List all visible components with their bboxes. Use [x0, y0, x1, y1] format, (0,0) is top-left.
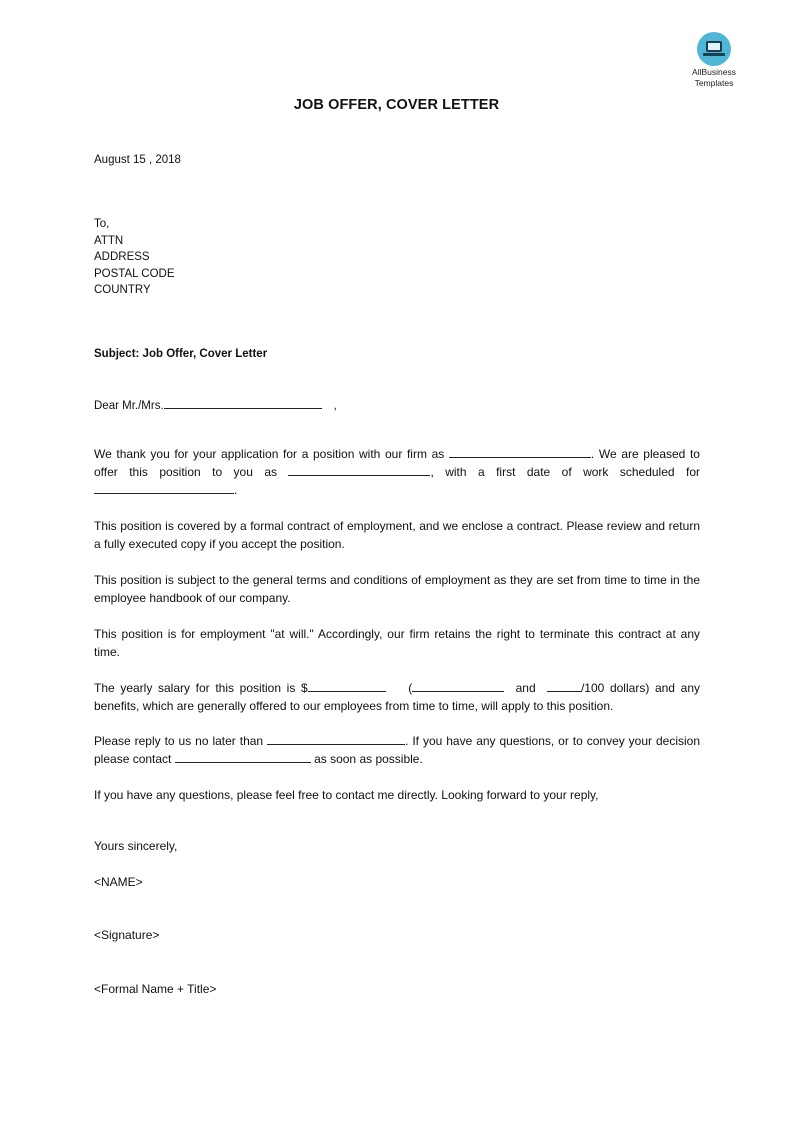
paragraph-terms: This position is subject to the general terms and conditions of employment as they are set from time to time in the employee handbook of our company.: [94, 573, 700, 605]
p5-text-d: /100 dollars) and any benefits, which are generally offered to our employees from time to time, will apply to this position.: [94, 681, 700, 713]
salutation: [94, 396, 337, 415]
signature-placeholder: <Signature>: [94, 928, 160, 942]
recipient-country: COUNTRY: [94, 284, 151, 296]
salutation-prefix: Dear Mr./Mrs.: [94, 400, 164, 412]
p6-text-c: as soon as possible.: [314, 752, 423, 766]
p6-text-b: . If you have any questions, or to convey your decision please contact: [94, 734, 700, 766]
logo-line1: AllBusiness: [692, 67, 736, 77]
formal-name-placeholder: <Formal Name + Title>: [94, 982, 217, 996]
name-blank: [164, 396, 322, 409]
letter-date: August 15 , 2018: [94, 154, 181, 166]
allbusiness-logo: [682, 32, 746, 88]
contact-blank: [175, 750, 311, 763]
paragraph-reply: [94, 732, 700, 768]
laptop-icon: [697, 32, 731, 66]
recipient-to: To,: [94, 218, 110, 230]
paragraph-questions: If you have any questions, please feel free to contact me directly. Looking forward to your reply,: [94, 788, 599, 802]
p5-text-c: and: [515, 681, 536, 695]
document-title: JOB OFFER, COVER LETTER: [293, 97, 500, 113]
p5-text-a: The yearly salary for this position is $: [94, 681, 308, 695]
p5-text-b: (: [408, 681, 413, 695]
recipient-postal-code: POSTAL CODE: [94, 267, 175, 280]
cents-blank: [547, 679, 581, 692]
p6-text-a: Please reply to us no later than: [94, 734, 264, 748]
p1-text-a: We thank you for your application for a position with our firm as: [94, 447, 445, 461]
paragraph-offer: [94, 445, 700, 499]
p1-text-c: , with a first date of work scheduled for: [430, 465, 700, 479]
reply-date-blank: [267, 732, 405, 745]
logo-line2: Templates: [694, 78, 734, 88]
name-placeholder: <NAME>: [94, 875, 143, 889]
subject-line: Subject: Job Offer, Cover Letter: [94, 348, 268, 360]
closing: Yours sincerely,: [94, 839, 178, 853]
recipient-block: [94, 216, 175, 299]
p1-text-d: .: [234, 483, 238, 497]
recipient-attn: ATTN: [94, 234, 124, 247]
position-blank: [449, 445, 591, 458]
paragraph-contract: This position is covered by a formal contract of employment, and we enclose a contract. Please review and return a fully executed copy if you accept the position.: [94, 519, 700, 551]
start-date-blank: [94, 481, 234, 494]
paragraph-salary: [94, 679, 700, 715]
paragraph-at-will: This position is for employment "at will." Accordingly, our firm retains the right to terminate this contract at any time.: [94, 627, 700, 659]
position-offer-blank: [288, 463, 430, 476]
salary-blank: [308, 679, 386, 692]
recipient-address: ADDRESS: [94, 251, 150, 263]
p1-text-b: . We are pleased to offer this position to you as: [94, 447, 700, 479]
salutation-suffix: ,: [333, 400, 337, 412]
salary-words-blank: [412, 679, 504, 692]
